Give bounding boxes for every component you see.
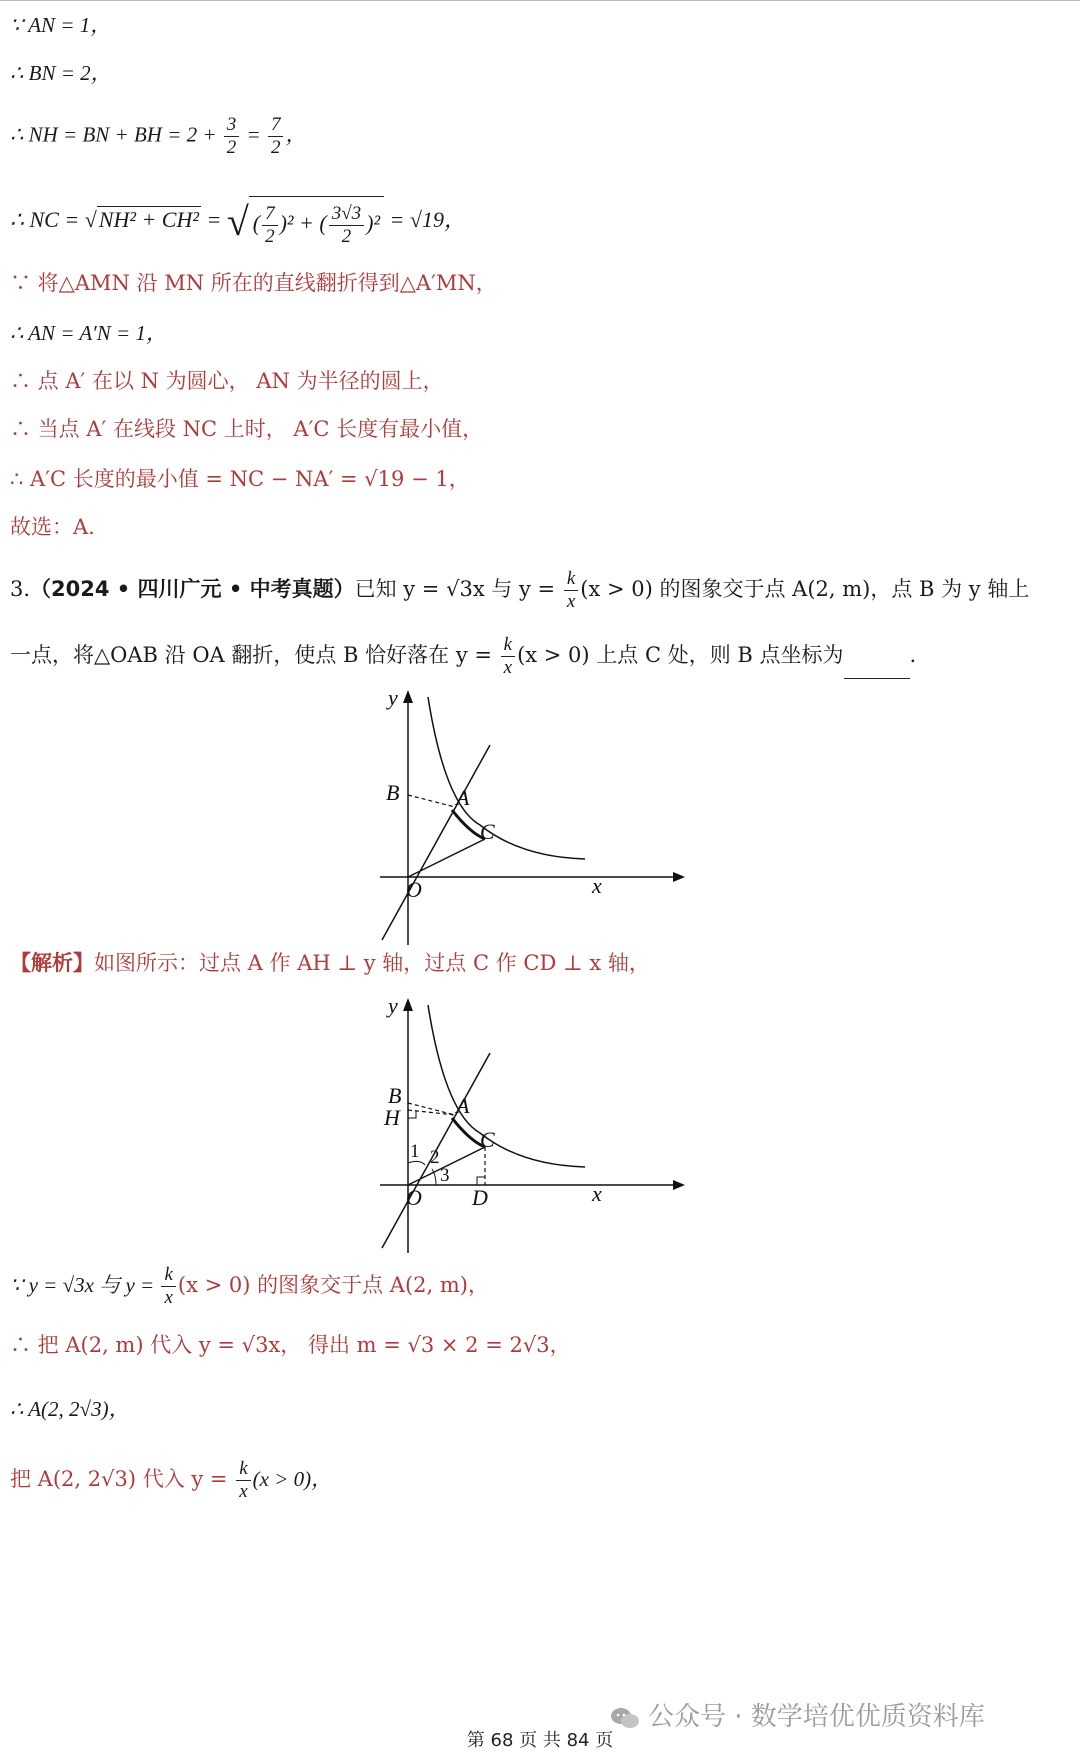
step-nh [10, 114, 306, 159]
nc-lhs: ∴ NC = [10, 207, 85, 233]
step-min-cond: ∴ 当点 A′ 在线段 NC 上时， A′C 长度有最小值， [10, 417, 484, 441]
y-axis-arrow [403, 690, 413, 703]
sol-frac-1 [161, 1264, 175, 1309]
step-min-value: ∴ A′C 长度的最小值 = NC − NA′ = √19 − 1， [10, 467, 470, 491]
label-a: A [456, 785, 470, 810]
problem-text-3: 一点，将△OAB 沿 OA 翻折，使点 B 恰好落在 y = [10, 643, 499, 667]
solution-line-3: ∴ A(2, 2√3)， [10, 1397, 130, 1421]
nh-end: ， [285, 122, 307, 147]
label-o: O [406, 1185, 422, 1210]
problem-text-1: 已知 y = √3x 与 y = [354, 577, 562, 601]
nh-lhs: ∴ NH = BN + BH = 2 + [10, 122, 222, 147]
sol-text-1b: (x > 0) 的图象交于点 A(2, m)， [177, 1273, 489, 1297]
nc-root-1: NH² + CH² [98, 207, 199, 233]
hyperbola [428, 1005, 585, 1167]
segment-ha-dashed [408, 1110, 455, 1115]
frac-den: x [164, 1287, 173, 1308]
problem-3-line-1 [10, 568, 1029, 613]
segment-ba-dashed [408, 795, 455, 807]
solution-line-1 [10, 1264, 489, 1309]
hyperbola [428, 697, 585, 859]
sol-frac-4 [236, 1458, 250, 1503]
right-angle-d [477, 1177, 485, 1185]
frac-den: 2 [341, 226, 352, 247]
step-fold: ∵ 将△AMN 沿 MN 所在的直线翻折得到△A′MN， [10, 271, 497, 295]
top-rule [0, 0, 1080, 1]
label-h: H [384, 1105, 400, 1130]
frac-den: 2 [265, 226, 275, 247]
frac-num: 7 [268, 114, 284, 137]
problem-text-5: . [909, 643, 917, 667]
answer-blank [844, 658, 910, 679]
problem-3-line-2 [10, 634, 916, 679]
label-o: O [406, 877, 422, 902]
sol-text-4b: (x > 0)， [252, 1467, 333, 1491]
y-axis-arrow [403, 998, 413, 1011]
label-c: C [480, 1127, 495, 1152]
frac-den: x [503, 657, 513, 678]
problem-frac-1 [564, 568, 578, 613]
analysis-tag: 【解析】 [10, 951, 94, 975]
label-b: B [388, 1083, 402, 1108]
analysis-line [10, 948, 650, 978]
step-circle: ∴ 点 A′ 在以 N 为圆心， AN 为半径的圆上， [10, 369, 444, 393]
sol-text-1a: ∵ y = √3x 与 y = [10, 1273, 160, 1297]
label-b: B [386, 780, 400, 805]
problem-number: 3. [10, 577, 31, 601]
problem-text-4: (x > 0) 上点 C 处，则 B 点坐标为 [517, 643, 844, 667]
line-oa [382, 745, 490, 940]
frac-num: 3 [224, 114, 240, 137]
problem-frac-2 [501, 634, 515, 679]
figure-2 [380, 993, 700, 1258]
step-an-eq: ∴ AN = A′N = 1， [10, 321, 167, 345]
nh-frac-2 [268, 114, 284, 159]
sol-text-4a: 把 A(2, 2√3) 代入 y = [10, 1467, 235, 1491]
nc-result: = √19， [384, 207, 466, 233]
x-axis-arrow [673, 1180, 685, 1190]
label-angle-3: 3 [440, 1165, 450, 1186]
page-footer: 第 68 页 共 84 页 [466, 1730, 614, 1751]
frac-num: k [501, 634, 515, 657]
nc-frac-b [329, 203, 364, 248]
label-x: x [592, 1181, 602, 1206]
problem-text-2: (x > 0) 的图象交于点 A(2, m)，点 B 为 y 轴上 [580, 577, 1030, 601]
label-y: y [388, 993, 398, 1018]
step-bn: ∴ BN = 2， [10, 61, 112, 85]
label-x: x [592, 873, 602, 898]
analysis-text: 如图所示：过点 A 作 AH ⊥ y 轴，过点 C 作 CD ⊥ x 轴， [94, 951, 650, 975]
frac-num: 7 [262, 203, 278, 226]
frac-den: x [566, 591, 576, 612]
frac-den: 2 [226, 137, 237, 158]
label-angle-2: 2 [430, 1147, 440, 1168]
frac-num: k [236, 1458, 250, 1481]
figure-1 [380, 685, 700, 950]
label-d: D [472, 1185, 488, 1210]
frac-num: 3√3 [329, 203, 364, 226]
frac-num: k [564, 568, 578, 591]
problem-source: （2024 • 四川广元 • 中考真题） [30, 577, 355, 601]
nc-frac-a [262, 203, 278, 248]
label-angle-1: 1 [410, 1141, 420, 1162]
nh-frac-1 [224, 114, 240, 159]
frac-den: x [239, 1481, 248, 1502]
watermark-text: 公众号 · 数学培优优质资料库 [648, 1702, 985, 1732]
nh-eq: = [241, 122, 266, 147]
right-angle-h [408, 1110, 416, 1118]
step-nc: ∴ NC = √NH² + CH² = √ ( $\frac{7}{2}$ )² + ( $\frac{3√3}{2}$ )² = √19， [10, 196, 466, 248]
x-axis-arrow [673, 872, 685, 882]
segment-oc [408, 839, 485, 877]
answer-choice: 故选：A. [10, 515, 95, 539]
label-a: A [456, 1093, 470, 1118]
frac-num: k [161, 1264, 175, 1287]
solution-line-4 [10, 1458, 332, 1503]
frac-den: 2 [270, 137, 281, 158]
label-y: y [388, 685, 398, 710]
label-c: C [480, 819, 495, 844]
step-an: ∵ AN = 1， [10, 13, 112, 37]
solution-line-2: ∴ 把 A(2, m) 代入 y = √3x， 得出 m = √3 × 2 = 2√3， [10, 1333, 571, 1357]
segment-ba-dashed [408, 1103, 455, 1115]
nc-eq: = [200, 207, 227, 233]
